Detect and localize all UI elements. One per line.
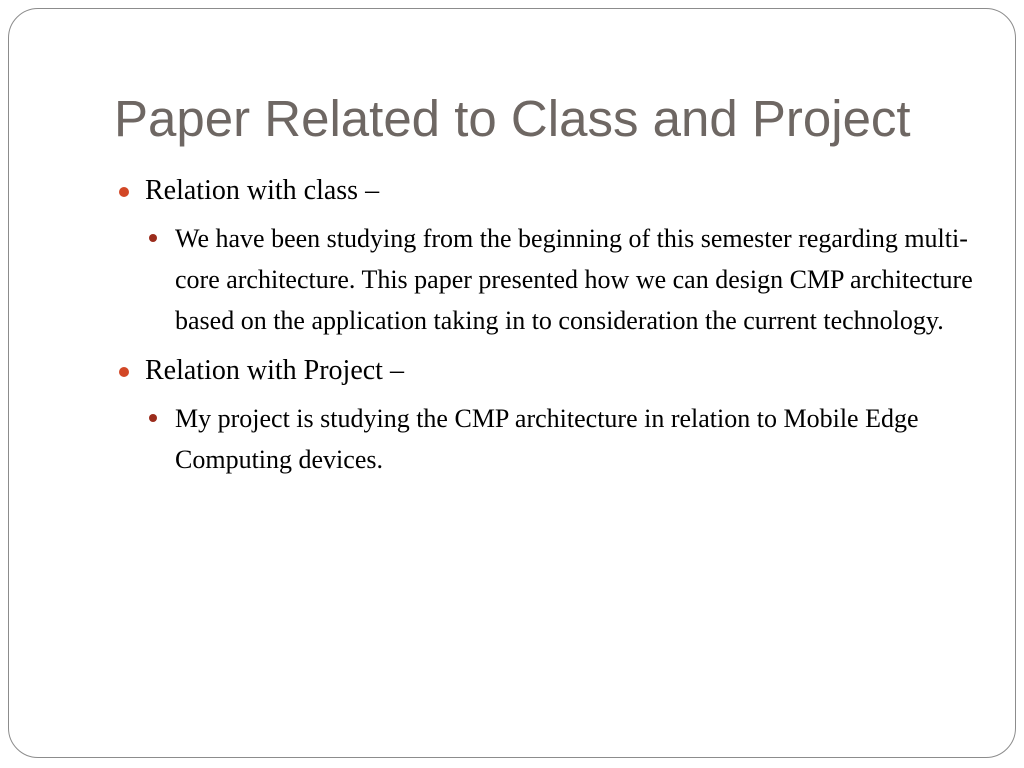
bullet-dot-icon [119, 367, 129, 377]
slide [8, 8, 1016, 758]
bullet-text: Relation with class – [145, 175, 380, 206]
sub-bullet-dot-icon [149, 234, 157, 242]
sub-bullet-class [144, 218, 974, 341]
sub-bullet-text: My project is studying the CMP architecture in relation to Mobile Edge Computing devices. [175, 404, 919, 474]
sub-bullet-text: We have been studying from the beginning of this semester regarding multi-core architecture. This paper presented how we can design CMP architecture based on the application taking in to consideration the current technology. [175, 224, 973, 335]
bullet-text: Relation with Project – [145, 355, 404, 386]
bullet-relation-project [114, 351, 974, 391]
slide-content [114, 171, 974, 490]
sub-bullet-dot-icon [149, 414, 157, 422]
sub-bullet-project [144, 398, 974, 480]
bullet-relation-class [114, 171, 974, 211]
bullet-dot-icon [119, 187, 129, 197]
slide-title: Paper Related to Class and Project [114, 90, 911, 147]
